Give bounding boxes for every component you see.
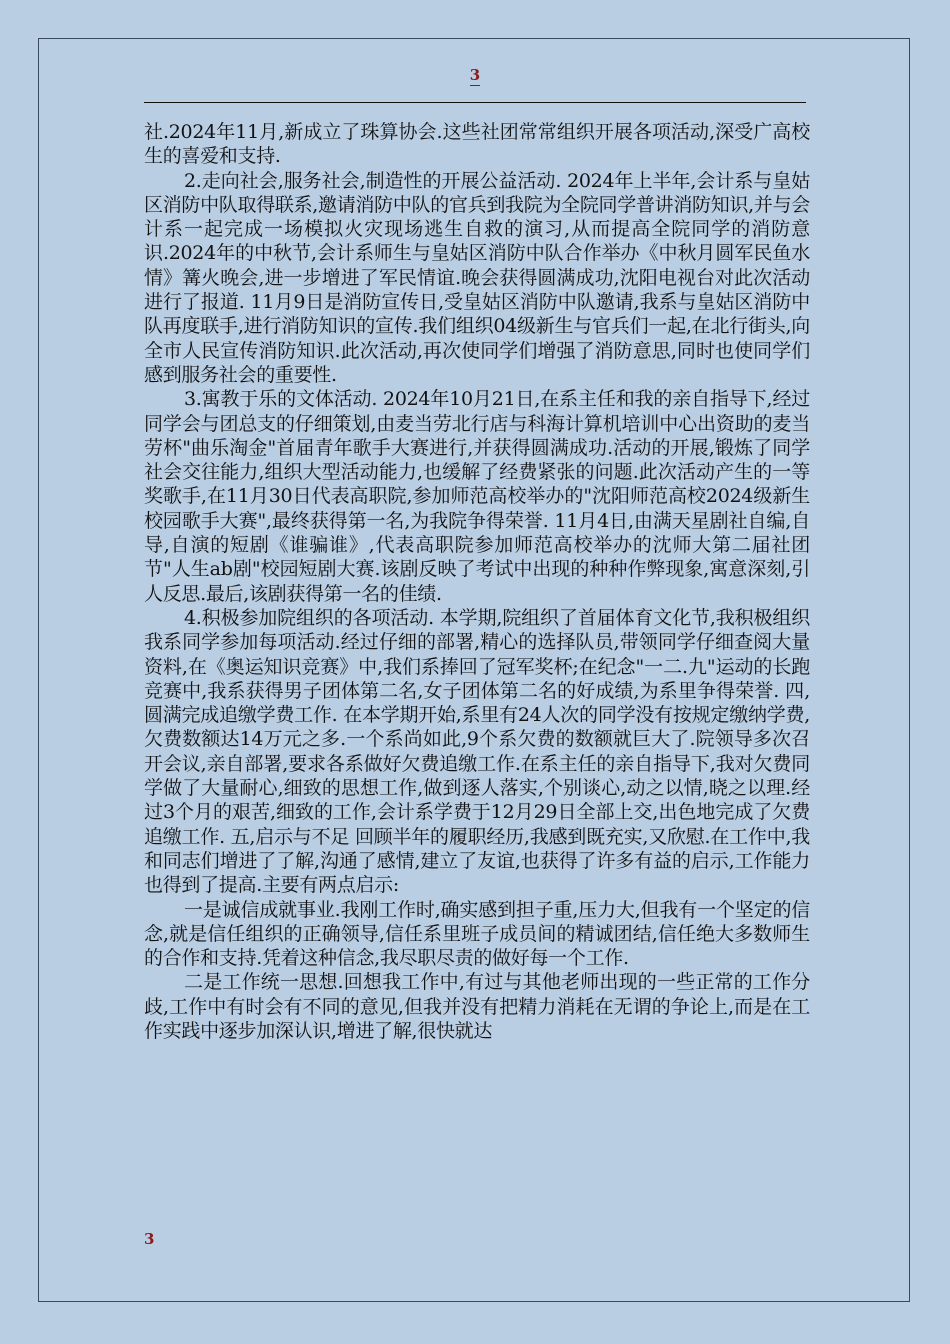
paragraph-2: 2.走向社会,服务社会,制造性的开展公益活动. 2024年上半年,会计系与皇姑区消防中队取得联系,邀请消防中队的官兵到我院为全院同学普讲消防知识,并与会计系一起完成一场模拟火灾现场逃生自救的演习,从而提高全院同学的消防意识.2024年的中秋节,会计系师生与皇姑区消防中队合作举办《中秋月圆军民鱼水情》篝火晚会,进一步增进了军民情谊.晚会获得圆满成功,沈阳电视台对此次活动进行了报道. 11月9日是消防宣传日,受皇姑区消防中队邀请,我系与皇姑区消防中队再度联手,进行消防知识的宣传.我们组织04级新生与官兵们一起,在北行街头,向全市人民宣传消防知识.此次活动,再次使同学们增强了消防意思,同时也使同学们感到服务社会的重要性. — [144, 169, 810, 386]
footer-page-number: 3 — [144, 1230, 155, 1248]
paragraph-3: 3.寓教于乐的文体活动. 2024年10月21日,在系主任和我的亲自指导下,经过同学会与团总支的仔细策划,由麦当劳北行店与科海计算机培训中心出资助的麦当劳杯"曲乐淘金"首届青年歌手大赛进行,并获得圆满成功.活动的开展,锻炼了同学社会交往能力,组织大型活动能力,也缓解了经费紧张的问题.此次活动产生的一等奖歌手,在11月30日代表高职院,参加师范高校举办的"沈阳师范高校2024级新生校园歌手大赛",最终获得第一名,为我院争得荣誉. 11月4日,由满天星剧社自编,自导,自演的短剧《谁骗谁》,代表高职院参加师范高校举办的沈师大第二届社团节"人生ab剧"校园短剧大赛.该剧反映了考试中出现的种种作弊现象,寓意深刻,引人反思.最后,该剧获得第一名的佳绩. — [144, 388, 810, 605]
paragraph-5: 一是诚信成就事业.我刚工作时,确实感到担子重,压力大,但我有一个坚定的信念,就是信任组织的正确领导,信任系里班子成员间的精诚团结,信任绝大多数师生的合作和支持.凭着这种信念,我尽职尽责的做好每一个工作. — [144, 898, 810, 970]
paragraph-6: 二是工作统一思想.回想我工作中,有过与其他老师出现的一些正常的工作分歧,工作中有时会有不同的意见,但我并没有把精力消耗在无谓的争论上,而是在工作实践中逐步加深认识,增进了解,很快就达 — [144, 971, 810, 1042]
header-divider — [144, 102, 806, 103]
header-page-number: 3 — [469, 66, 481, 84]
paragraph-1: 社.2024年11月,新成立了珠算协会.这些社团常常组织开展各项活动,深受广高校生的喜爱和支持. — [144, 121, 810, 168]
paragraph-4: 4.积极参加院组织的各项活动. 本学期,院组织了首届体育文化节,我积极组织我系同学参加每项活动.经过仔细的部署,精心的选择队员,带领同学仔细查阅大量资料,在《奥运知识竞赛》中,我们系捧回了冠军奖杯;在纪念"一二.九"运动的长跑竞赛中,我系获得男子团体第二名,女子团体第二名的好成绩,为系里争得荣誉. 四,圆满完成追缴学费工作. 在本学期开始,系里有24人次的同学没有按规定缴纳学费,欠费数额达14万元之多.一个系尚如此,9个系欠费的数额就巨大了.院领导多次召开会议,亲自部署,要求各系做好欠费追缴工作.在系主任的亲自指导下,我对欠费同学做了大量耐心,细致的思想工作,做到逐人落实,个别谈心,动之以情,晓之以理.经过3个月的艰苦,细致的工作,会计系学费于12月29日全部上交,出色地完成了欠费追缴工作. 五,启示与不足 回顾半年的履职经历,我感到既充实,又欣慰.在工作中,我和同志们增进了了解,沟通了感情,建立了友谊,也获得了许多有益的启示,工作能力也得到了提高.主要有两点启示: — [144, 606, 810, 897]
document-body — [144, 120, 810, 1043]
